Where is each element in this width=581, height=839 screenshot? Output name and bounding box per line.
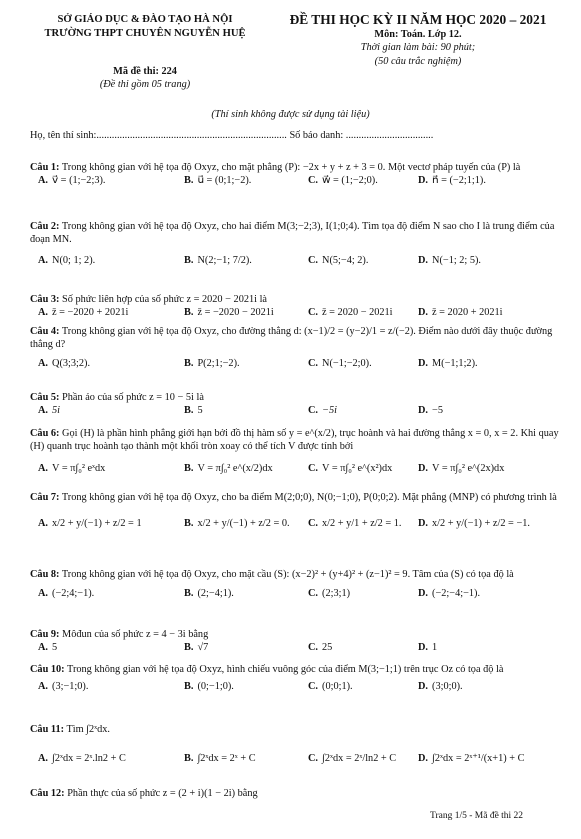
option-a[interactable]: A. Q(3;3;2). bbox=[38, 357, 91, 369]
option-a[interactable]: A. x/2 + y/(−1) + z/2 = 1 bbox=[38, 517, 142, 529]
question-12: Câu 12: Phần thực của số phức z = (2 + i)(1 − 2i) bằng bbox=[30, 788, 258, 799]
question-10: Câu 10: Trong không gian với hệ tọa độ Oxyz, hình chiếu vuông góc của điểm M(3;−1;1) trên trục Oz có tọa độ là A. (3;−1;0). B. (0;−1;0). C. (0;0;1). D. (3;0;0). bbox=[30, 664, 504, 692]
option-a[interactable]: A. ∫2ˣdx = 2ˣ.ln2 + C bbox=[38, 752, 126, 764]
option-a[interactable]: A. (3;−1;0). bbox=[38, 680, 89, 692]
question-1 bbox=[30, 162, 570, 191]
option-c[interactable]: C. x/2 + y/1 + z/2 = 1. bbox=[308, 517, 402, 529]
question-text: Trong không gian với hệ tọa độ Oxyz, cho mặt phẳng (P): −2x + y + z + 3 = 0. Một vectơ pháp tuyến của (P) là bbox=[61, 162, 521, 173]
question-3: Câu 3: Số phức liên hợp của số phức z = 2020 − 2021i là A. z̄ = −2020 + 2021i B. z̄ = −2020 − 2021i C. z̄ = 2020 − 2021i D. z̄ = 2020 + 2021i bbox=[30, 294, 503, 318]
department-name: SỞ GIÁO DỤC & ĐÀO TẠO HÀ NỘI bbox=[57, 14, 233, 25]
option-c[interactable]: C. N(−1;−2;0). bbox=[308, 357, 372, 369]
question-9: Câu 9: Môđun của số phức z = 4 − 3i bằng A. 5 B. √7 C. 25 D. 1 bbox=[30, 629, 438, 653]
question-text: Trong không gian với hệ tọa độ Oxyz, cho đường thẳng d: (x−1)/2 = (y−2)/1 = z/(−2). Điểm nào dưới đây thuộc đường thẳng d? bbox=[30, 326, 553, 350]
option-c[interactable]: C. (2;3;1) bbox=[308, 587, 351, 599]
option-c[interactable]: C. 25 bbox=[308, 641, 333, 653]
option-b[interactable]: B. N(2;−1; 7/2). bbox=[184, 254, 252, 266]
question-text: Gọi (H) là phần hình phẳng giới hạn bởi đồ thị hàm số y = e^(x/2), trục hoành và hai đường thẳng x = 0, x = 2. Khi quay (H) quanh trục hoành tạo thành một khối tròn xoay có thể tích V được tính bởi bbox=[30, 428, 559, 452]
notice: (Thí sinh không được sử dụng tài liệu) bbox=[211, 109, 370, 120]
subject-line: Môn: Toán. Lớp 12. bbox=[374, 29, 462, 41]
exam-code-block bbox=[40, 66, 250, 92]
option-b[interactable]: B. 5 bbox=[184, 404, 203, 416]
option-b[interactable]: B. √7 bbox=[184, 641, 209, 653]
question-text: Môđun của số phức z = 4 − 3i bằng bbox=[62, 629, 209, 640]
exam-title: ĐỀ THI HỌC KỲ II NĂM HỌC 2020 – 2021 bbox=[289, 12, 547, 27]
question-text: Trong không gian với hệ tọa độ Oxyz, cho hai điểm M(3;−2;3), I(1;0;4). Tìm tọa độ điểm N sao cho I là trung điểm của đoạn MN. bbox=[30, 221, 555, 245]
option-c[interactable]: C. V = π∫₀² e^(x²)dx bbox=[308, 462, 393, 474]
candidate-number-field[interactable]: Số báo danh: .................................. bbox=[289, 130, 434, 141]
candidate-name-field[interactable]: Họ, tên thí sinh:.......................................................................... bbox=[30, 130, 287, 141]
question-label: Câu 1: bbox=[30, 162, 60, 173]
option-d[interactable]: D. (3;0;0). bbox=[418, 680, 463, 692]
question-11: Câu 11: Tìm ∫2ˣdx. A. ∫2ˣdx = 2ˣ.ln2 + C B. ∫2ˣdx = 2ˣ + C C. ∫2ˣdx = 2ˣ/ln2 + C D. ∫2ˣdx = 2ˣ⁺¹/(x+1) + C bbox=[30, 724, 525, 764]
option-a[interactable]: A. z̄ = −2020 + 2021i bbox=[38, 306, 129, 318]
question-7: Câu 7: Trong không gian với hệ tọa độ Oxyz, cho ba điểm M(2;0;0), N(0;−1;0), P(0;0;2). Mặt phẳng (MNP) có phương trình là A. x/2 + y/(−1) + z/2 = 1 B. x/2 + y/(−1) + z/2 = 0. C. x/2 + y/1 + z/2 = 1. D. x/2 + y/(−1) + z/2 = −1. bbox=[30, 492, 557, 529]
option-b[interactable]: B. (2;−4;1). bbox=[184, 587, 234, 599]
question-8: Câu 8: Trong không gian với hệ tọa độ Oxyz, cho mặt cầu (S): (x−2)² + (y+4)² + (z−1)² = 9. Tâm của (S) có tọa độ là A. (−2;4;−1). B. (2;−4;1). C. (2;3;1) D. (−2;−4;−1). bbox=[30, 569, 514, 599]
question-4: Câu 4: Trong không gian với hệ tọa độ Oxyz, cho đường thẳng d: (x−1)/2 = (y−2)/1 = z/(−2). Điểm nào dưới đây thuộc đường thẳng d? A. Q(3;3;2). B. P(2;1;−2). C. N(−1;−2;0). D. M(−1;1;2). bbox=[30, 326, 553, 369]
candidate-info bbox=[30, 130, 570, 143]
option-b[interactable]: B. ∫2ˣdx = 2ˣ + C bbox=[184, 752, 256, 764]
question-2: Câu 2: Trong không gian với hệ tọa độ Oxyz, cho hai điểm M(3;−2;3), I(1;0;4). Tìm tọa độ điểm N sao cho I là trung điểm của đoạn MN. A. N(0; 1; 2). B. N(2;−1; 7/2). C. N(5;−4; 2). D. N(−1; 2; 5). bbox=[30, 221, 555, 266]
option-d[interactable]: D. x/2 + y/(−1) + z/2 = −1. bbox=[418, 517, 530, 529]
question-6: Câu 6: Gọi (H) là phần hình phẳng giới hạn bởi đồ thị hàm số y = e^(x/2), trục hoành và hai đường thẳng x = 0, x = 2. Khi quay (H) quanh trục hoành tạo thành một khối tròn xoay có thể tích V được tính bởi A. V = π∫₀² eˣdx B. V = π∫₀² e^(x/2)dx C. V = π∫₀² e^(x²)dx D. V = π∫₀² e^(2x)dx bbox=[30, 428, 559, 474]
question-text: Trong không gian với hệ tọa độ Oxyz, cho mặt cầu (S): (x−2)² + (y+4)² + (z−1)² = 9. Tâm của (S) có tọa độ là bbox=[61, 569, 514, 580]
option-c[interactable]: C. N(5;−4; 2). bbox=[308, 254, 369, 266]
option-b[interactable]: B. z̄ = −2020 − 2021i bbox=[184, 306, 274, 318]
question-text: Phần thực của số phức z = (2 + i)(1 − 2i) bằng bbox=[67, 788, 258, 799]
option-b[interactable]: B. u⃗ = (0;1;−2). bbox=[184, 174, 252, 186]
option-a[interactable]: A. (−2;4;−1). bbox=[38, 587, 95, 599]
option-a[interactable]: A. v⃗ = (1;−2;3). bbox=[38, 174, 106, 186]
page-footer: Trang 1/5 - Mã đề thi 22 bbox=[430, 811, 524, 821]
question-5: Câu 5: Phần ảo của số phức z = 10 − 5i là A. 5i B. 5 C. −5i D. −5 bbox=[30, 392, 443, 416]
option-a[interactable]: A. V = π∫₀² eˣdx bbox=[38, 462, 106, 474]
option-c[interactable]: C. w⃗ = (1;−2;0). bbox=[308, 174, 378, 186]
option-b[interactable]: B. (0;−1;0). bbox=[184, 680, 234, 692]
question-text: Trong không gian với hệ tọa độ Oxyz, cho ba điểm M(2;0;0), N(0;−1;0), P(0;0;2). Mặt phẳng (MNP) có phương trình là bbox=[61, 492, 557, 503]
option-d[interactable]: D. (−2;−4;−1). bbox=[418, 587, 481, 599]
question-text: Phần ảo của số phức z = 10 − 5i là bbox=[62, 392, 204, 403]
option-d[interactable]: D. N(−1; 2; 5). bbox=[418, 254, 482, 266]
option-d[interactable]: D. n⃗ = (−2;1;1). bbox=[418, 174, 486, 186]
option-c[interactable]: C. z̄ = 2020 − 2021i bbox=[308, 306, 393, 318]
duration-line: Thời gian làm bài: 90 phút; bbox=[360, 42, 476, 54]
school-name: TRƯỜNG THPT CHUYÊN NGUYỄN HUỆ bbox=[44, 27, 246, 39]
option-d[interactable]: D. 1 bbox=[418, 641, 438, 653]
option-a[interactable]: A. 5 bbox=[38, 641, 58, 653]
exam-header bbox=[268, 11, 568, 68]
option-d[interactable]: D. −5 bbox=[418, 404, 443, 416]
option-b[interactable]: B. P(2;1;−2). bbox=[184, 357, 240, 369]
option-b[interactable]: B. V = π∫₀² e^(x/2)dx bbox=[184, 462, 273, 474]
question-text: Tìm ∫2ˣdx. bbox=[66, 724, 110, 735]
page-count: (Đề thi gồm 05 trang) bbox=[99, 78, 191, 90]
option-a[interactable]: A. 5i bbox=[38, 404, 61, 416]
school-header bbox=[40, 13, 250, 41]
option-d[interactable]: D. M(−1;1;2). bbox=[418, 357, 478, 369]
option-c[interactable]: C. (0;0;1). bbox=[308, 680, 353, 692]
option-c[interactable]: C. ∫2ˣdx = 2ˣ/ln2 + C bbox=[308, 752, 397, 764]
option-d[interactable]: D. z̄ = 2020 + 2021i bbox=[418, 306, 503, 318]
option-b[interactable]: B. x/2 + y/(−1) + z/2 = 0. bbox=[184, 517, 290, 529]
option-c[interactable]: C. −5i bbox=[308, 404, 337, 416]
option-d[interactable]: D. V = π∫₀² e^(2x)dx bbox=[418, 462, 505, 474]
exam-code: Mã đề thi: 224 bbox=[113, 66, 177, 77]
question-text: Số phức liên hợp của số phức z = 2020 − 2021i là bbox=[62, 294, 267, 305]
option-d[interactable]: D. ∫2ˣdx = 2ˣ⁺¹/(x+1) + C bbox=[418, 752, 525, 764]
question-text: Trong không gian với hệ tọa độ Oxyz, hình chiếu vuông góc của điểm M(3;−1;1) trên trục Oz có tọa độ là bbox=[67, 664, 504, 675]
option-a[interactable]: A. N(0; 1; 2). bbox=[38, 254, 96, 266]
question-count: (50 câu trắc nghiệm) bbox=[374, 55, 462, 67]
